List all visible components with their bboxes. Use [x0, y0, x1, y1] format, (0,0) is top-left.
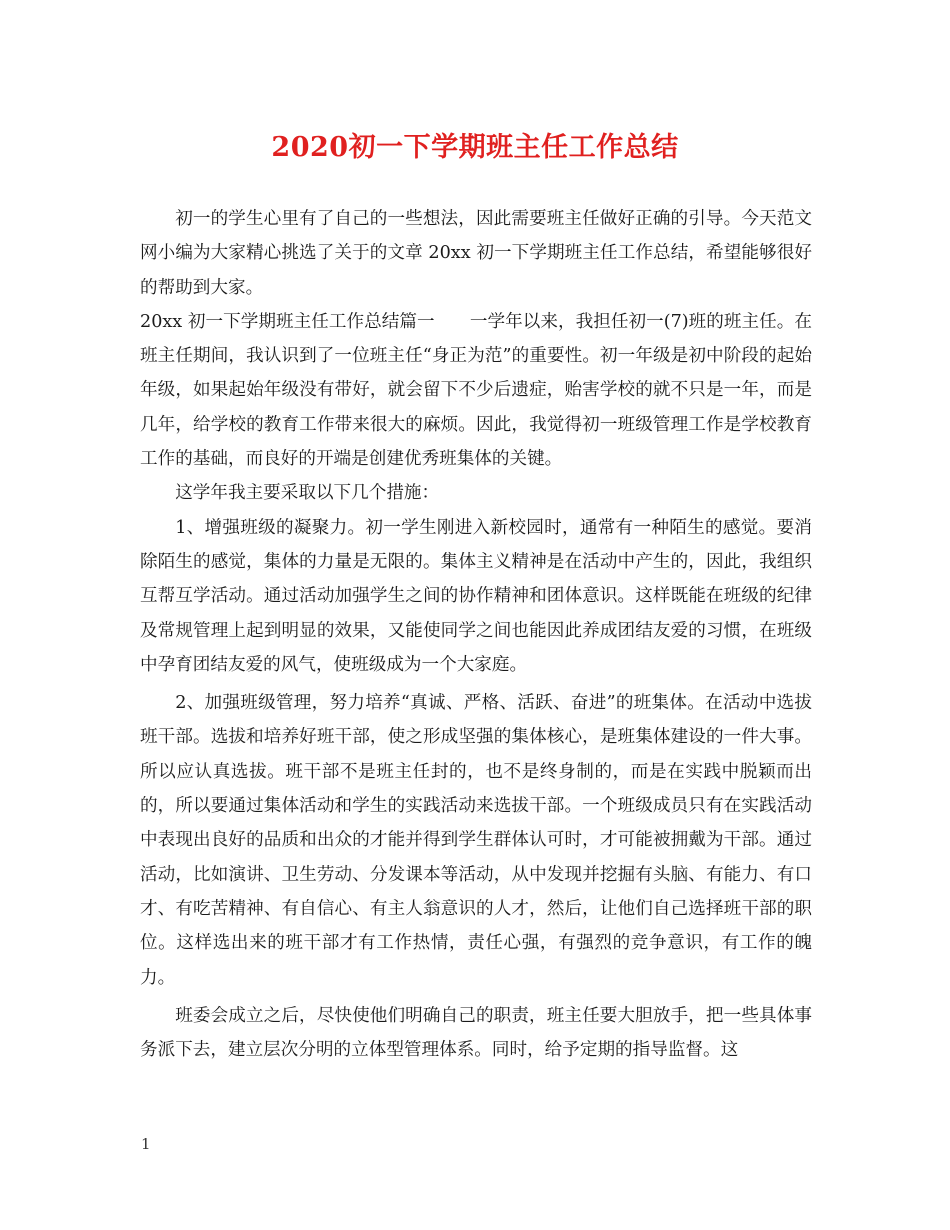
document-title: 2020初一下学期班主任工作总结 — [271, 132, 679, 163]
paragraph-measure-one: 1、增强班级的凝聚力。初一学生刚进入新校园时，通常有一种陌生的感觉。要消除陌生的感觉，集体的力量是无限的。集体主义精神是在活动中产生的，因此，我组织互帮互学活动。通过活动加强学生之间的协作精神和团体意识。这样既能在班级的纪律及常规管理上起到明显的效果，又能使同学之间也能因此养成团结友爱的习惯，在班级中孕育团结友爱的风气，使班级成为一个大家庭。 — [140, 517, 812, 675]
paragraph-committee: 班委会成立之后，尽快使他们明确自己的职责，班主任要大胆放手，把一些具体事务派下去，建立层次分明的立体型管理体系。同时，给予定期的指导监督。这 — [140, 1005, 812, 1061]
paragraph-measures-heading: 这学年我主要采取以下几个措施： — [175, 483, 440, 504]
page-number: 1 — [141, 1135, 151, 1153]
paragraph-intro: 初一的学生心里有了自己的一些想法，因此需要班主任做好正确的引导。今天范文网小编为大家精心挑选了关于的文章 20xx 初一下学期班主任工作总结，希望能够很好的帮助到大家。 — [140, 209, 812, 298]
paragraph-article-one: 20xx 初一下学期班主任工作总结篇一 一学年以来，我担任初一(7)班的班主任。在班主任期间，我认识到了一位班主任“身正为范”的重要性。初一年级是初中阶段的起始年级，如果起始年级没有带好，就会留下不少后遗症，贻害学校的就不只是一年，而是几年，给学校的教育工作带来很大的麻烦。因此，我觉得初一班级管理工作是学校教育工作的基础，而良好的开端是创建优秀班集体的关键。 — [140, 311, 812, 470]
paragraph-measure-two: 2、加强班级管理，努力培养“真诚、严格、活跃、奋进”的班集体。在活动中选拔班干部。选拔和培养好班干部，使之形成坚强的集体核心，是班集体建设的一件大事。所以应认真选拔。班干部不是班主任封的，也不是终身制的，而是在实践中脱颖而出的，所以要通过集体活动和学生的实践活动来选拔干部。一个班级成员只有在实践活动中表现出良好的品质和出众的才能并得到学生群体认可时，才可能被拥戴为干部。通过活动，比如演讲、卫生劳动、分发课本等活动，从中发现并挖掘有头脑、有能力、有口才、有吃苦精神、有自信心、有主人翁意识的人才，然后，让他们自己选择班干部的职位。这样选出来的班干部才有工作热情，责任心强，有强烈的竞争意识，有工作的魄力。 — [140, 693, 812, 988]
document-body — [140, 202, 812, 1067]
